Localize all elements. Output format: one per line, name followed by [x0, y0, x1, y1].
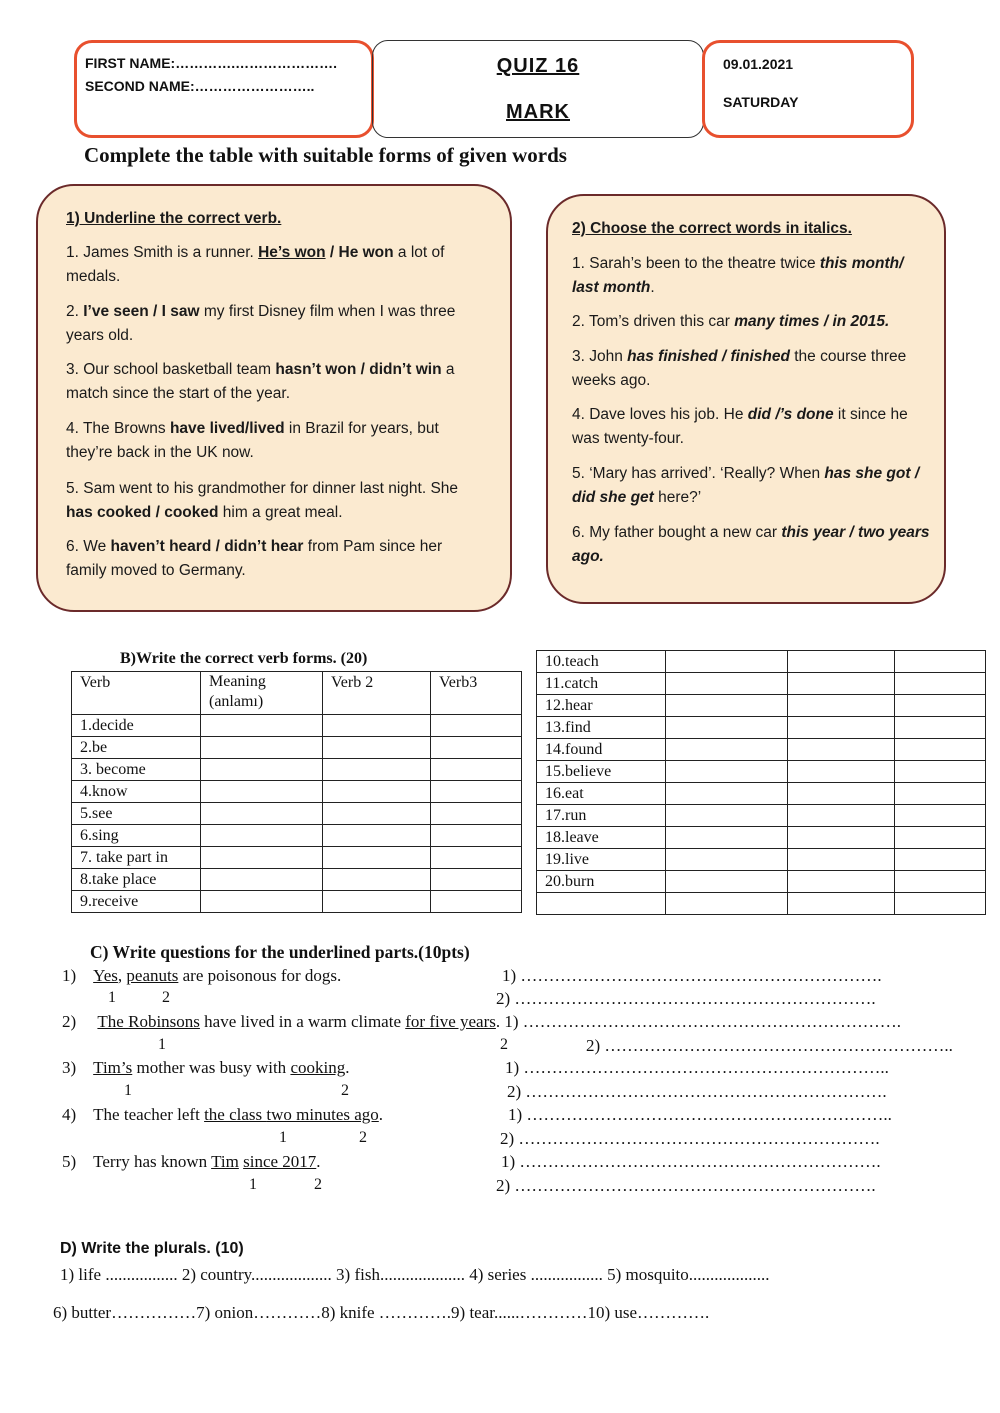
cell-verb2[interactable]	[323, 847, 431, 869]
cell-verb: 10.teach	[537, 651, 666, 673]
cell-verb2[interactable]	[323, 825, 431, 847]
second-name-field[interactable]: SECOND NAME:……………………..	[85, 78, 315, 94]
cell-verb: 2.be	[72, 737, 201, 759]
cell-verb: 7. take part in	[72, 847, 201, 869]
cell-verb: 20.burn	[537, 871, 666, 893]
cell-verb3[interactable]	[431, 869, 522, 891]
table-row	[72, 803, 522, 825]
main-instruction: Complete the table with suitable forms of given words	[84, 143, 567, 167]
q1-answer-1[interactable]: 1) ……………………………………………………….	[502, 966, 882, 985]
cell-verb2[interactable]	[787, 761, 895, 783]
header-verb3: Verb3	[431, 672, 522, 715]
table-row	[537, 783, 986, 805]
day: SATURDAY	[723, 94, 799, 110]
cell-verb2[interactable]	[787, 871, 895, 893]
s1-item-1: 1. James Smith is a runner. He’s won / He won a lot of medals.	[66, 244, 445, 285]
cell-meaning[interactable]	[665, 717, 787, 739]
cell-verb: 19.live	[537, 849, 666, 871]
cell-meaning[interactable]	[665, 739, 787, 761]
cell-verb3[interactable]	[431, 759, 522, 781]
section-c-title: C) Write questions for the underlined parts.(10pts)	[90, 942, 470, 962]
table-row	[537, 893, 986, 915]
cell-meaning[interactable]	[201, 737, 323, 759]
cell-meaning[interactable]	[201, 759, 323, 781]
date: 09.01.2021	[723, 56, 794, 72]
cell-meaning[interactable]	[201, 869, 323, 891]
cell-verb3[interactable]	[895, 805, 986, 827]
cell-verb2[interactable]	[323, 891, 431, 913]
verb-table-right	[536, 650, 986, 915]
q5-answer-2[interactable]: 2) ……………………………………………………….	[496, 1176, 876, 1195]
table-row	[72, 715, 522, 737]
s1-item-5: 5. Sam went to his grandmother for dinner last night. She has cooked / cooked him a great meal.	[66, 480, 459, 521]
section-1-box	[36, 184, 512, 612]
cell-meaning[interactable]	[665, 827, 787, 849]
cell-meaning[interactable]	[201, 715, 323, 737]
q4-answer-1[interactable]: 1) ………………………………………………………..	[508, 1105, 892, 1124]
cell-verb: 4.know	[72, 781, 201, 803]
cell-meaning[interactable]	[665, 871, 787, 893]
cell-verb2[interactable]	[787, 805, 895, 827]
table-row	[537, 673, 986, 695]
s1-item-3: 3. Our school basketball team hasn’t won / didn’t win a match since the start of the year.	[66, 361, 455, 402]
table-row	[537, 651, 986, 673]
table-row	[537, 827, 986, 849]
table-row	[537, 739, 986, 761]
s2-item-5: 5. ‘Mary has arrived’. ‘Really? When has she got / did she get here?’	[572, 465, 920, 506]
cell-verb2[interactable]	[787, 739, 895, 761]
cell-verb3[interactable]	[895, 673, 986, 695]
cell-verb3[interactable]	[431, 715, 522, 737]
cell-verb3[interactable]	[431, 781, 522, 803]
s2-item-6: 6. My father bought a new car this year / two years ago.	[572, 524, 930, 565]
cell-verb2[interactable]	[787, 893, 895, 915]
cell-meaning[interactable]	[665, 893, 787, 915]
q1-marker-2: 2	[162, 989, 170, 1006]
quiz-box	[372, 40, 704, 138]
cell-verb3[interactable]	[431, 847, 522, 869]
cell-meaning[interactable]	[665, 761, 787, 783]
table-row	[537, 717, 986, 739]
cell-verb2[interactable]	[323, 715, 431, 737]
header-verb: Verb	[72, 672, 201, 715]
cell-verb3[interactable]	[895, 695, 986, 717]
cell-verb: 17.run	[537, 805, 666, 827]
cell-meaning[interactable]	[665, 783, 787, 805]
cell-verb3[interactable]	[895, 651, 986, 673]
quiz-title: QUIZ 16	[496, 55, 580, 77]
cell-verb: 13.find	[537, 717, 666, 739]
header-meaning: Meaning (anlamı)	[201, 672, 323, 715]
cell-verb2[interactable]	[787, 695, 895, 717]
date-box	[702, 40, 914, 138]
cell-verb3[interactable]	[431, 825, 522, 847]
cell-verb3[interactable]	[895, 739, 986, 761]
verb-table-left	[71, 671, 522, 913]
cell-verb: 14.found	[537, 739, 666, 761]
plurals-line-1[interactable]: 1) life ................. 2) country................... 3) fish.................... 4) series ................. 5) mosquito...................	[60, 1265, 770, 1284]
q5-answer-1[interactable]: 1) ……………………………………………………….	[501, 1152, 881, 1171]
q2-sentence: 2) The Robinsons have lived in a warm climate for five years. 1) ………………………………………………………….	[62, 1012, 902, 1031]
cell-meaning[interactable]	[665, 849, 787, 871]
plurals-line-2[interactable]: 6) butter……………7) onion…………8) knife ………….9) tear......…………10) use………….	[53, 1303, 710, 1322]
cell-verb2[interactable]	[323, 759, 431, 781]
cell-meaning[interactable]	[665, 651, 787, 673]
cell-verb: 5.see	[72, 803, 201, 825]
cell-verb3[interactable]	[895, 717, 986, 739]
q4-answer-2[interactable]: 2) ……………………………………………………….	[500, 1129, 880, 1148]
s1-item-2: 2. I’ve seen / I saw my first Disney film when I was three years old.	[66, 303, 456, 344]
q2-marker-1: 1	[158, 1036, 166, 1053]
cell-meaning[interactable]	[201, 803, 323, 825]
q3-answer-1[interactable]: 1) ………………………………………………………..	[505, 1058, 889, 1077]
s2-item-4: 4. Dave loves his job. He did /’s done it since he was twenty-four.	[572, 406, 908, 447]
cell-meaning[interactable]	[665, 805, 787, 827]
table-row	[537, 761, 986, 783]
section-1-title: 1) Underline the correct verb.	[66, 210, 282, 227]
cell-verb2[interactable]	[787, 783, 895, 805]
cell-verb2[interactable]	[323, 737, 431, 759]
cell-meaning[interactable]	[201, 847, 323, 869]
cell-meaning[interactable]	[201, 781, 323, 803]
mark-label: MARK	[506, 101, 570, 123]
table-row	[72, 891, 522, 913]
cell-verb3[interactable]	[895, 827, 986, 849]
q3-marker-2: 2	[341, 1082, 349, 1099]
table-row	[537, 849, 986, 871]
cell-verb: 12.hear	[537, 695, 666, 717]
cell-verb: 9.receive	[72, 891, 201, 913]
table-row	[72, 869, 522, 891]
s2-item-1: 1. Sarah’s been to the theatre twice this month/ last month.	[572, 255, 904, 296]
cell-verb2[interactable]	[787, 827, 895, 849]
table-row	[537, 695, 986, 717]
q1-answer-2[interactable]: 2) ……………………………………………………….	[496, 989, 876, 1008]
cell-meaning[interactable]	[201, 891, 323, 913]
q5-marker-2: 2	[314, 1176, 322, 1193]
cell-verb2[interactable]	[787, 717, 895, 739]
q1-sentence: 1) Yes, peanuts are poisonous for dogs.	[62, 966, 342, 985]
cell-verb: 11.catch	[537, 673, 666, 695]
name-box	[74, 40, 374, 138]
cell-verb: 3. become	[72, 759, 201, 781]
q4-marker-2: 2	[359, 1129, 367, 1146]
table-row	[537, 871, 986, 893]
section-d-title: D) Write the plurals. (10)	[60, 1240, 244, 1257]
table-row	[72, 825, 522, 847]
cell-meaning[interactable]	[665, 695, 787, 717]
cell-verb	[537, 893, 666, 915]
s1-item-6: 6. We haven’t heard / didn’t hear from Pam since her family moved to Germany.	[66, 538, 443, 579]
s1-item-4: 4. The Browns have lived/lived in Brazil for years, but they’re back in the UK now.	[66, 420, 439, 461]
cell-verb: 1.decide	[72, 715, 201, 737]
cell-verb3[interactable]	[431, 803, 522, 825]
cell-verb: 6.sing	[72, 825, 201, 847]
table-row	[537, 805, 986, 827]
q3-answer-2[interactable]: 2) ……………………………………………………….	[507, 1082, 887, 1101]
cell-verb2[interactable]	[787, 849, 895, 871]
cell-verb: 8.take place	[72, 869, 201, 891]
cell-verb: 16.eat	[537, 783, 666, 805]
section-2-box	[546, 194, 946, 604]
cell-verb3[interactable]	[431, 891, 522, 913]
cell-verb3[interactable]	[895, 761, 986, 783]
cell-verb3[interactable]	[895, 849, 986, 871]
cell-verb: 18.leave	[537, 827, 666, 849]
q5-sentence: 5) Terry has known Tim since 2017.	[62, 1152, 321, 1171]
cell-meaning[interactable]	[201, 825, 323, 847]
first-name-field[interactable]: FIRST NAME:………….………………….	[85, 55, 337, 71]
cell-verb2[interactable]	[323, 869, 431, 891]
cell-meaning[interactable]	[665, 673, 787, 695]
section-b-title: B)Write the correct verb forms. (20)	[120, 650, 368, 667]
q5-marker-1: 1	[249, 1176, 257, 1193]
q4-sentence: 4) The teacher left the class two minutes ago.	[62, 1105, 384, 1124]
table-row	[72, 847, 522, 869]
header-verb2: Verb 2	[323, 672, 431, 715]
q2-marker-2: 2	[500, 1036, 508, 1053]
cell-verb2[interactable]	[323, 803, 431, 825]
table-row	[72, 781, 522, 803]
q3-marker-1: 1	[124, 1082, 132, 1099]
cell-verb3[interactable]	[895, 871, 986, 893]
table-row	[72, 759, 522, 781]
cell-verb2[interactable]	[787, 651, 895, 673]
cell-verb3[interactable]	[431, 737, 522, 759]
s2-item-2: 2. Tom’s driven this car many times / in 2015.	[572, 313, 890, 330]
q2-answer-2[interactable]: 2) ……………………………………………………..	[586, 1036, 953, 1055]
cell-verb3[interactable]	[895, 783, 986, 805]
q3-sentence: 3) Tim’s mother was busy with cooking.	[62, 1058, 350, 1077]
cell-verb2[interactable]	[787, 673, 895, 695]
cell-verb3[interactable]	[895, 893, 986, 915]
q1-marker-1: 1	[108, 989, 116, 1006]
s2-item-3: 3. John has finished / finished the course three weeks ago.	[572, 348, 907, 389]
cell-verb2[interactable]	[323, 781, 431, 803]
cell-verb: 15.believe	[537, 761, 666, 783]
table-row	[72, 737, 522, 759]
section-2-title: 2) Choose the correct words in italics.	[572, 220, 852, 237]
q4-marker-1: 1	[279, 1129, 287, 1146]
